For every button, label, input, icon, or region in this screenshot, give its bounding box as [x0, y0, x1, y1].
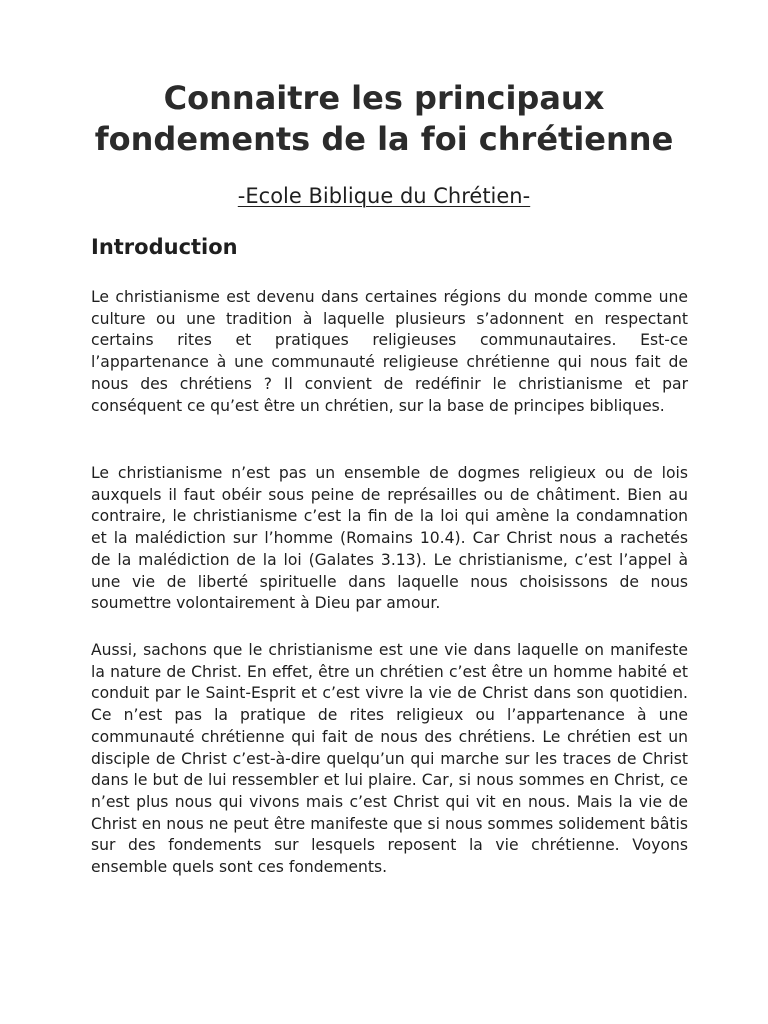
section-heading-introduction: Introduction — [91, 235, 238, 259]
paragraph-3: Aussi, sachons que le christianisme est une vie dans laquelle on manifeste la nature de Christ. En effet, être un chrétien c’est être un homme habité et conduit par le Saint-Esprit et c’est vivre la vie de Christ dans son quotidien. Ce n’est pas la pratique de rites religieux ou l’appartenance à une communauté chrétienne qui fait de nous des chrétiens. Le chrétien est un disciple de Christ c’est-à-dire quelqu’un qui marche sur les traces de Christ dans le but de lui ressembler et lui plaire. Car, si nous sommes en Christ, ce n’est plus nous qui vivons mais c’est Christ qui vit en nous. Mais la vie de Christ en nous ne peut être manifeste que si nous sommes solidement bâtis sur des fondements sur lesquels reposent la vie chrétienne. Voyons ensemble quels sont ces fondements. — [91, 641, 688, 877]
paragraph-1: Le christianisme est devenu dans certaines régions du monde comme une culture ou une tradition à laquelle plusieurs s’adonnent en respectant certains rites et pratiques religieuses communautaires. Est-ce l’appartenance à une communauté religieuse chrétienne qui nous fait de nous des chrétiens ? Il convient de redéfinir le christianisme et par conséquent ce qu’est être un chrétien, sur la base de principes bibliques. — [91, 288, 688, 415]
page-title: Connaitre les principaux fondements de la foi chrétienne — [94, 79, 674, 158]
subtitle — [60, 182, 708, 210]
subtitle-text: -Ecole Biblique du Chrétien- — [237, 184, 531, 208]
paragraph-2: Le christianisme n’est pas un ensemble de dogmes religieux ou de lois auxquels il faut obéir sous peine de représailles ou de châtiment. Bien au contraire, le christianisme c’est la fin de la loi qui amène la condamnation et la malédiction sur l’homme (Romains 10.4). Car Christ nous a rachetés de la malédiction de la loi (Galates 3.13). Le christianisme, c’est l’appel à une vie de liberté spirituelle dans laquelle nous choisissons de nous soumettre volontairement à Dieu par amour. — [91, 464, 688, 613]
